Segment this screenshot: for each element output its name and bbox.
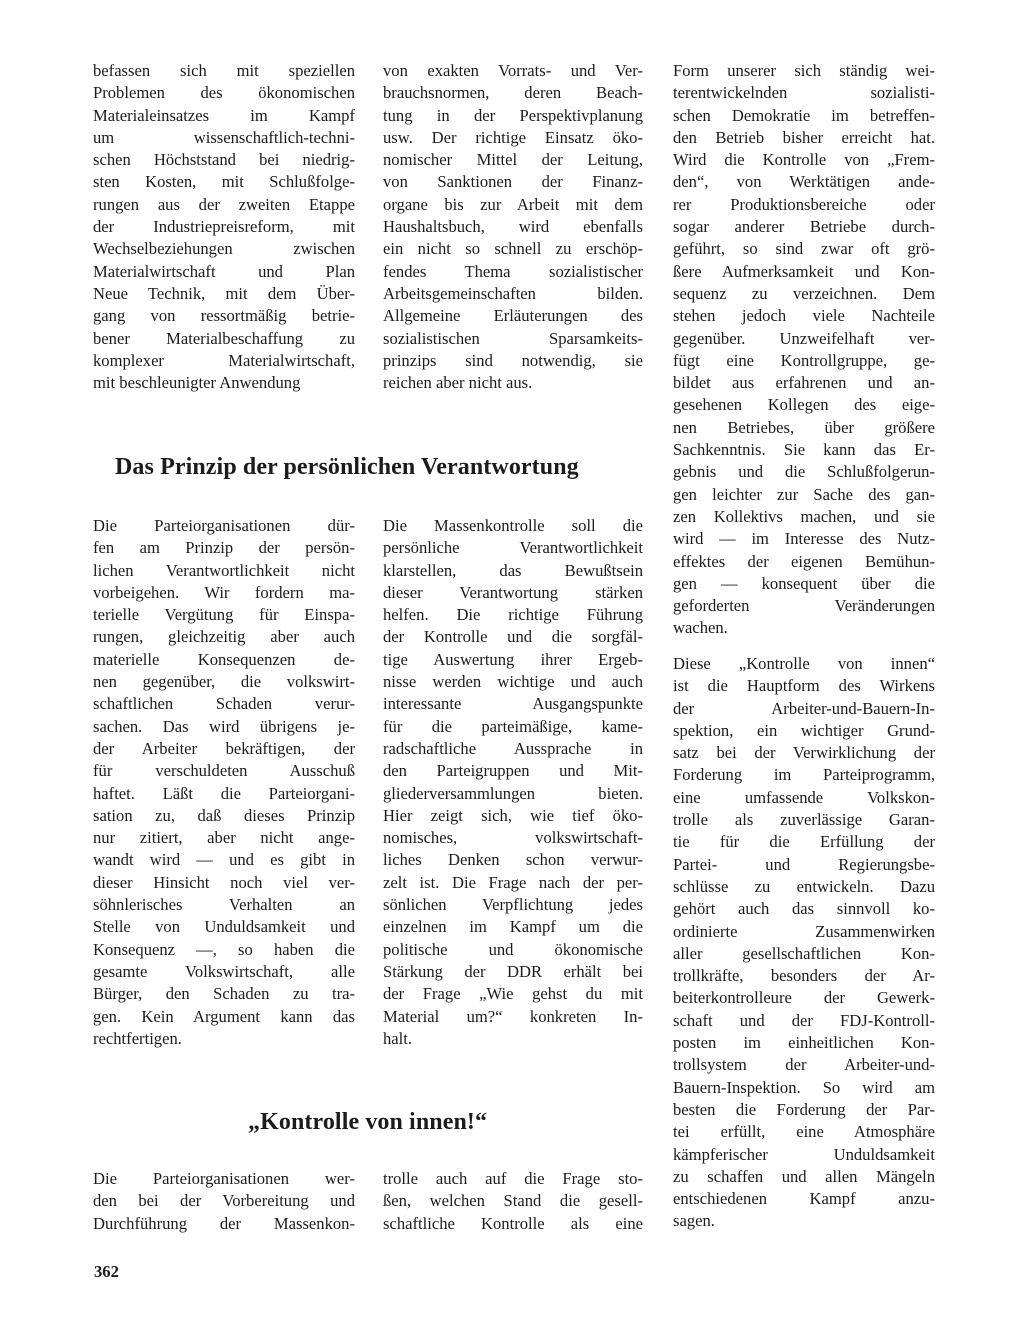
text-line: tung in der Perspektivplanung [383, 105, 643, 125]
text-line: gebnis und die Schlußfolgerun- [673, 462, 935, 482]
text-line: sequenz zu verzeichnen. Dem [673, 283, 935, 303]
text-line: politische und ökonomische [383, 939, 643, 959]
text-line: Haushaltsbuch, wird ebenfalls [383, 217, 643, 237]
text-line: sönlichen Verpflichtung jedes [383, 895, 643, 915]
text-line: komplexer Materialwirtschaft, [93, 350, 355, 370]
text-line: entschiedenen Kampf anzu- [673, 1189, 935, 1209]
text-line: zen Kollektivs machen, und sie [673, 506, 935, 526]
text-line: sozialistischen Sparsamkeits- [383, 328, 643, 348]
text-line: sagen. [673, 1211, 715, 1231]
text-line: Hier zeigt sich, wie tief öko- [383, 805, 643, 825]
text-line: den“, von Werktätigen ande- [673, 172, 935, 192]
text-line: effektes der eigenen Bemühun- [673, 551, 935, 571]
text-line: terentwickelnden sozialisti- [673, 83, 935, 103]
text-line: reichen aber nicht aus. [383, 373, 533, 393]
text-line: geforderten Veränderungen [673, 596, 935, 616]
text-line: Stelle von Unduldsamkeit und [93, 917, 355, 937]
text-line: sation zu, daß dieses Prinzip [93, 805, 355, 825]
text-line: Arbeitsgemeinschaften bilden. [383, 283, 643, 303]
text-line: gehört auch das sinnvoll ko- [673, 899, 935, 919]
text-line: mit beschleunigter Anwendung [93, 373, 301, 393]
text-line: organe bis zur Arbeit mit dem [383, 194, 643, 214]
text-line: Die Parteiorganisationen dür- [93, 516, 355, 535]
column-middle-personal-responsibility [383, 515, 643, 1050]
text-line: sten Kosten, mit Schlußfolge- [93, 172, 355, 192]
text-line: der Arbeiter-und-Bauern-In- [673, 698, 935, 718]
text-line: nen Betriebes, über größere [673, 417, 935, 437]
text-line: wachen. [673, 618, 728, 638]
text-line: Neue Technik, mit dem Über- [93, 283, 355, 303]
text-line: tige Auswertung ihrer Ergeb- [383, 649, 643, 669]
text-line: trolle als zuverlässige Garan- [673, 810, 935, 830]
text-line: Diese „Kontrolle von innen“ [673, 654, 935, 673]
text-line: beiterkontrolleure der Gewerk- [673, 988, 935, 1008]
text-line: ßere Aufmerksamkeit und Kon- [673, 261, 935, 281]
text-line: gesamte Volkswirtschaft, alle [93, 961, 355, 981]
text-line: trolle auch auf die Frage sto- [383, 1169, 643, 1188]
text-line: fen am Prinzip der persön- [93, 538, 355, 558]
text-line: bildet aus erfahrenen und an- [673, 373, 935, 393]
text-line: Die Parteiorganisationen wer- [93, 1169, 355, 1188]
text-line: satz bei der Verwirklichung der [673, 743, 935, 763]
text-line: Materialwirtschaft und Plan [93, 261, 355, 281]
text-line: Bürger, den Schaden zu tra- [93, 984, 355, 1004]
text-line: nur zitiert, aber nicht ange- [93, 828, 355, 848]
text-line: schen Höchststand bei niedrig- [93, 150, 355, 170]
column-left-bottom [93, 1168, 355, 1235]
text-line: geführt, so sind zwar oft grö- [673, 239, 935, 259]
text-line: schaftliche Kontrolle als eine [383, 1213, 643, 1233]
page-number: 362 [94, 1262, 119, 1281]
text-line: trollsystem der Arbeiter-und- [673, 1055, 935, 1075]
column-middle-bottom [383, 1168, 643, 1235]
text-line: Durchführung der Massenkon- [93, 1213, 355, 1233]
text-line: Problemen des ökonomischen [93, 83, 355, 103]
text-line: schen Demokratie im betreffen- [673, 105, 935, 125]
text-line: Die Massenkontrolle soll die [383, 516, 643, 535]
text-line: gliederversammlungen bieten. [383, 783, 643, 803]
text-line: nen gegenüber, die volkswirt- [93, 672, 355, 692]
text-line: den bei der Vorbereitung und [93, 1191, 355, 1211]
text-line: aller gesellschaftlichen Kon- [673, 943, 935, 963]
text-line: befassen sich mit speziellen [93, 61, 355, 80]
text-line: haftet. Läßt die Parteiorgani- [93, 783, 355, 803]
text-line: Forderung im Parteiprogramm, [673, 765, 935, 785]
text-line: ein nicht so schnell zu erschöp- [383, 239, 643, 259]
text-line: Partei- und Regierungsbe- [673, 854, 935, 874]
text-line: fendes Thema sozialistischer [383, 261, 643, 281]
text-line: gesehenen Kollegen des eige- [673, 395, 935, 415]
text-line: den Betrieb bisher erreicht hat. [673, 127, 935, 147]
column-right-continued [673, 60, 935, 640]
text-line: sachen. Das wird übrigens je- [93, 716, 355, 736]
text-line: trollkräfte, besonders der Ar- [673, 966, 935, 986]
text-line: brauchsnormen, deren Beach- [383, 83, 643, 103]
text-line: terielle Vergütung für Einspa- [93, 605, 355, 625]
text-line: wandt wird — und es gibt in [93, 850, 355, 870]
text-line: für die parteimäßige, kame- [383, 716, 643, 736]
text-line: Sachkenntnis. Sie kann das Er- [673, 440, 935, 460]
column-right-control-from-inside [673, 653, 935, 1233]
text-line: Form unserer sich ständig wei- [673, 61, 935, 80]
text-line: dieser Verantwortung stärken [383, 582, 643, 602]
text-line: interessante Ausgangspunkte [383, 694, 643, 714]
text-line: schlüsse zu entwickeln. Dazu [673, 876, 935, 896]
text-line: wird — im Interesse des Nutz- [673, 529, 935, 549]
text-line: Wechselbeziehungen zwischen [93, 239, 355, 259]
text-line: radschaftliche Aussprache in [383, 738, 643, 758]
text-line: Bauern-Inspektion. So wird am [673, 1077, 935, 1097]
text-line: gen. Kein Argument kann das [93, 1006, 355, 1026]
text-line: tie für die Erfüllung der [673, 832, 935, 852]
text-line: ßen, welchen Stand die gesell- [383, 1191, 643, 1211]
text-line: für verschuldeten Ausschuß [93, 761, 355, 781]
text-line: bener Materialbeschaffung zu [93, 328, 355, 348]
text-line: von Sanktionen der Finanz- [383, 172, 643, 192]
text-line: gen — konsequent über die [673, 573, 935, 593]
text-line: liches Denken schon verwur- [383, 850, 643, 870]
text-line: einzelnen im Kampf um die [383, 917, 643, 937]
text-line: sogar anderer Betriebe durch- [673, 217, 935, 237]
text-line: posten im einheitlichen Kon- [673, 1033, 935, 1053]
text-line: gen leichter zur Sache des gan- [673, 484, 935, 504]
text-line: helfen. Die richtige Führung [383, 605, 643, 625]
text-line: usw. Der richtige Einsatz öko- [383, 127, 643, 147]
text-line: materielle Konsequenzen de- [93, 649, 355, 669]
text-line: fügt eine Kontrollgruppe, ge- [673, 350, 935, 370]
text-line: nisse werden wichtige und auch [383, 672, 643, 692]
text-line: rechtfertigen. [93, 1028, 182, 1048]
text-line: eine umfassende Volkskon- [673, 787, 935, 807]
text-line: tei erfüllt, eine Atmosphäre [673, 1122, 935, 1142]
text-line: kämpferischer Unduldsamkeit [673, 1144, 935, 1164]
text-line: persönliche Verantwortlichkeit [383, 538, 643, 558]
text-line: schaftlichen Schaden verur- [93, 694, 355, 714]
text-line: um wissenschaftlich-techni- [93, 127, 355, 147]
text-line: der Frage „Wie gehst du mit [383, 984, 643, 1004]
text-line: gegenüber. Unzweifelhaft ver- [673, 328, 935, 348]
text-line: der Kontrolle und die sorgfäl- [383, 627, 643, 647]
text-line: stehen jedoch viele Nachteile [673, 306, 935, 326]
text-line: gang von ressortmäßig betrie- [93, 306, 355, 326]
text-line: nomischer Mittel der Leitung, [383, 150, 643, 170]
section-heading-personal-responsibility: Das Prinzip der persönlichen Verantwortung [115, 454, 579, 480]
text-line: von exakten Vorrats- und Ver- [383, 61, 643, 80]
text-line: prinzips sind notwendig, sie [383, 350, 643, 370]
text-line: rungen aus der zweiten Etappe [93, 194, 355, 214]
text-line: Stärkung der DDR erhält bei [383, 961, 643, 981]
text-line: ordinierte Zusammenwirken [673, 921, 935, 941]
text-line: spektion, ein wichtiger Grund- [673, 720, 935, 740]
text-line: dieser Hinsicht noch viel ver- [93, 872, 355, 892]
text-line: rer Produktionsbereiche oder [673, 194, 935, 214]
text-line: besten die Forderung der Par- [673, 1099, 935, 1119]
text-line: zu schaffen und allen Mängeln [673, 1166, 935, 1186]
text-line: nomisches, volkswirtschaft- [383, 828, 643, 848]
text-line: Wird die Kontrolle von „Frem- [673, 150, 935, 170]
text-line: schaft und der FDJ-Kontroll- [673, 1010, 935, 1030]
text-line: lichen Verantwortlichkeit nicht [93, 560, 355, 580]
text-line: ist die Hauptform des Wirkens [673, 676, 935, 696]
column-left-top [93, 60, 355, 394]
text-line: klarstellen, das Bewußtsein [383, 560, 643, 580]
section-heading-control-from-inside: „Kontrolle von innen!“ [248, 1109, 488, 1135]
text-line: Allgemeine Erläuterungen des [383, 306, 643, 326]
column-left-personal-responsibility [93, 515, 355, 1050]
text-line: rungen, gleichzeitig aber auch [93, 627, 355, 647]
text-line: Materialeinsatzes im Kampf [93, 105, 355, 125]
text-line: der Industriepreisreform, mit [93, 217, 355, 237]
text-line: der Arbeiter bekräftigen, der [93, 738, 355, 758]
column-middle-top [383, 60, 643, 394]
text-line: Konsequenz —, so haben die [93, 939, 355, 959]
text-line: vorbeigehen. Wir fordern ma- [93, 582, 355, 602]
text-line: zelt ist. Die Frage nach der per- [383, 872, 643, 892]
text-line: söhnlerisches Verhalten an [93, 895, 355, 915]
text-line: Material um?“ konkreten In- [383, 1006, 643, 1026]
text-line: halt. [383, 1028, 413, 1048]
text-line: den Parteigruppen und Mit- [383, 761, 643, 781]
